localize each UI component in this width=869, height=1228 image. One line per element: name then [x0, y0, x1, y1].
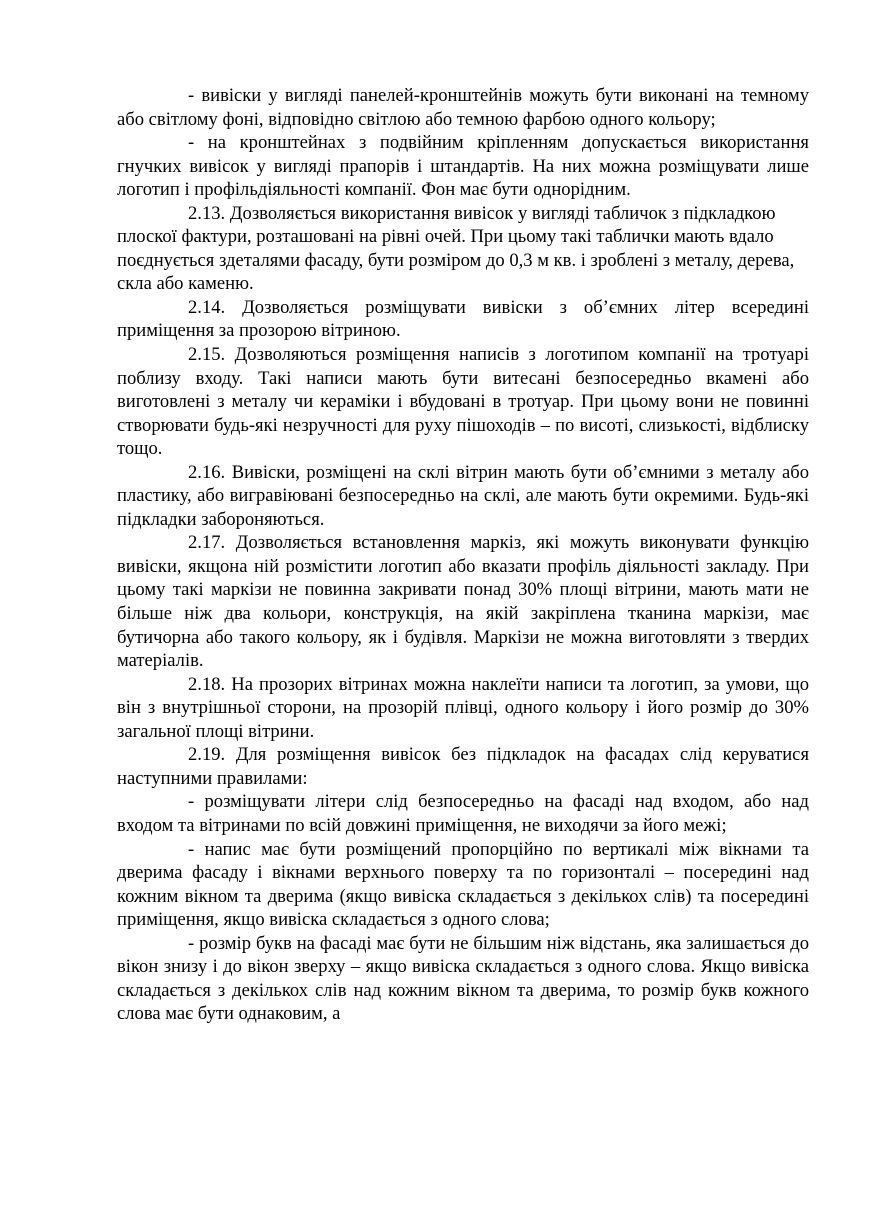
paragraph-2-13: 2.13. Дозволяється використання вивісок у вигляді табличок з підкладкою плоскої фактури, розташовані на рівні очей. При цьому такі таблички мають вдало поєднується здеталями фасаду, бути розміром до 0,3 м кв. і зроблені з металу, дерева, скла або каменю. — [117, 202, 795, 295]
paragraph-2-18: 2.18. На прозорих вітринах можна наклеїти написи та логотип, за умови, що він з внутрішньої сторони, на прозорій плівці, одного кольору і його розмір до 30% загальної площі вітрини. — [117, 673, 809, 742]
paragraph-2-15: 2.15. Дозволяються розміщення написів з логотипом компанії на тротуарі поблизу входу. Такі написи мають бути витесані безпосередньо вкамені або виготовлені з металу чи кераміки і вбудовані в тротуар. При цьому вони не повинні створювати будь-які незручності для руху пішоходів – по висоті, слизькості, відблиску тощо. — [117, 344, 809, 460]
paragraph-panel-brackets: - вивіски у вигляді панелей-кронштейнів можуть бути виконані на темному або світлому фоні, відповідно світлою або темною фарбою одного кольору; — [117, 85, 809, 130]
paragraph-letters-placement: - розміщувати літери слід безпосередньо на фасаді над входом, або над входом та вітринами по всій довжині приміщення, не виходячи за його межі; — [117, 791, 809, 836]
paragraph-2-17: 2.17. Дозволяється встановлення маркіз, які можуть виконувати функцію вивіски, якщона ній розмістити логотип або вказати профіль діяльності закладу. При цьому такі маркізи не повинна закривати понад 30% площі вітрини, мають мати не більше ніж два кольори, конструкція, на якій закріплена тканина маркізи, має бутичорна або такого кольору, як і будівля. Маркізи не можна виготовляти з твердих матеріалів. — [117, 532, 809, 672]
paragraph-2-19: 2.19. Для розміщення вивісок без підкладок на фасадах слід керуватися наступними правилами: — [117, 744, 809, 789]
paragraph-double-brackets: - на кронштейнах з подвійним кріпленням допускається використання гнучких вивісок у вигляді прапорів і штандартів. На них можна розміщувати лише логотип і профільдіяльності компанії. Фон має бути однорідним. — [117, 132, 809, 201]
paragraph-letter-size: - розмір букв на фасаді має бути не більшим ніж відстань, яка залишається до вікон знизу і до вікон зверху – якщо вивіска складається з одного слова. Якщо вивіска складається з декількох слів над кожним вікном та дверима, то розмір букв кожного слова має бути однаковим, а — [117, 932, 809, 1025]
paragraph-2-14: 2.14. Дозволяється розміщувати вивіски з об’ємних літер всередині приміщення за прозорою вітриною. — [117, 296, 809, 342]
paragraph-sign-proportion: - напис має бути розміщений пропорційно по вертикалі між вікнами та дверима фасаду і вікнами верхнього поверху та по горизонталі – посередині над кожним вікном та дверима (якщо вивіска складається з декількох слів) та посередині приміщення, якщо вивіска складається з одного слова; — [117, 838, 809, 931]
paragraph-2-16: 2.16. Вивіски, розміщені на склі вітрин мають бути об’ємними з металу або пластику, або вигравіювані безпосередньо на склі, але мають бути окремими. Будь-які підкладки забороняються. — [117, 461, 809, 530]
document-body — [117, 84, 809, 1026]
